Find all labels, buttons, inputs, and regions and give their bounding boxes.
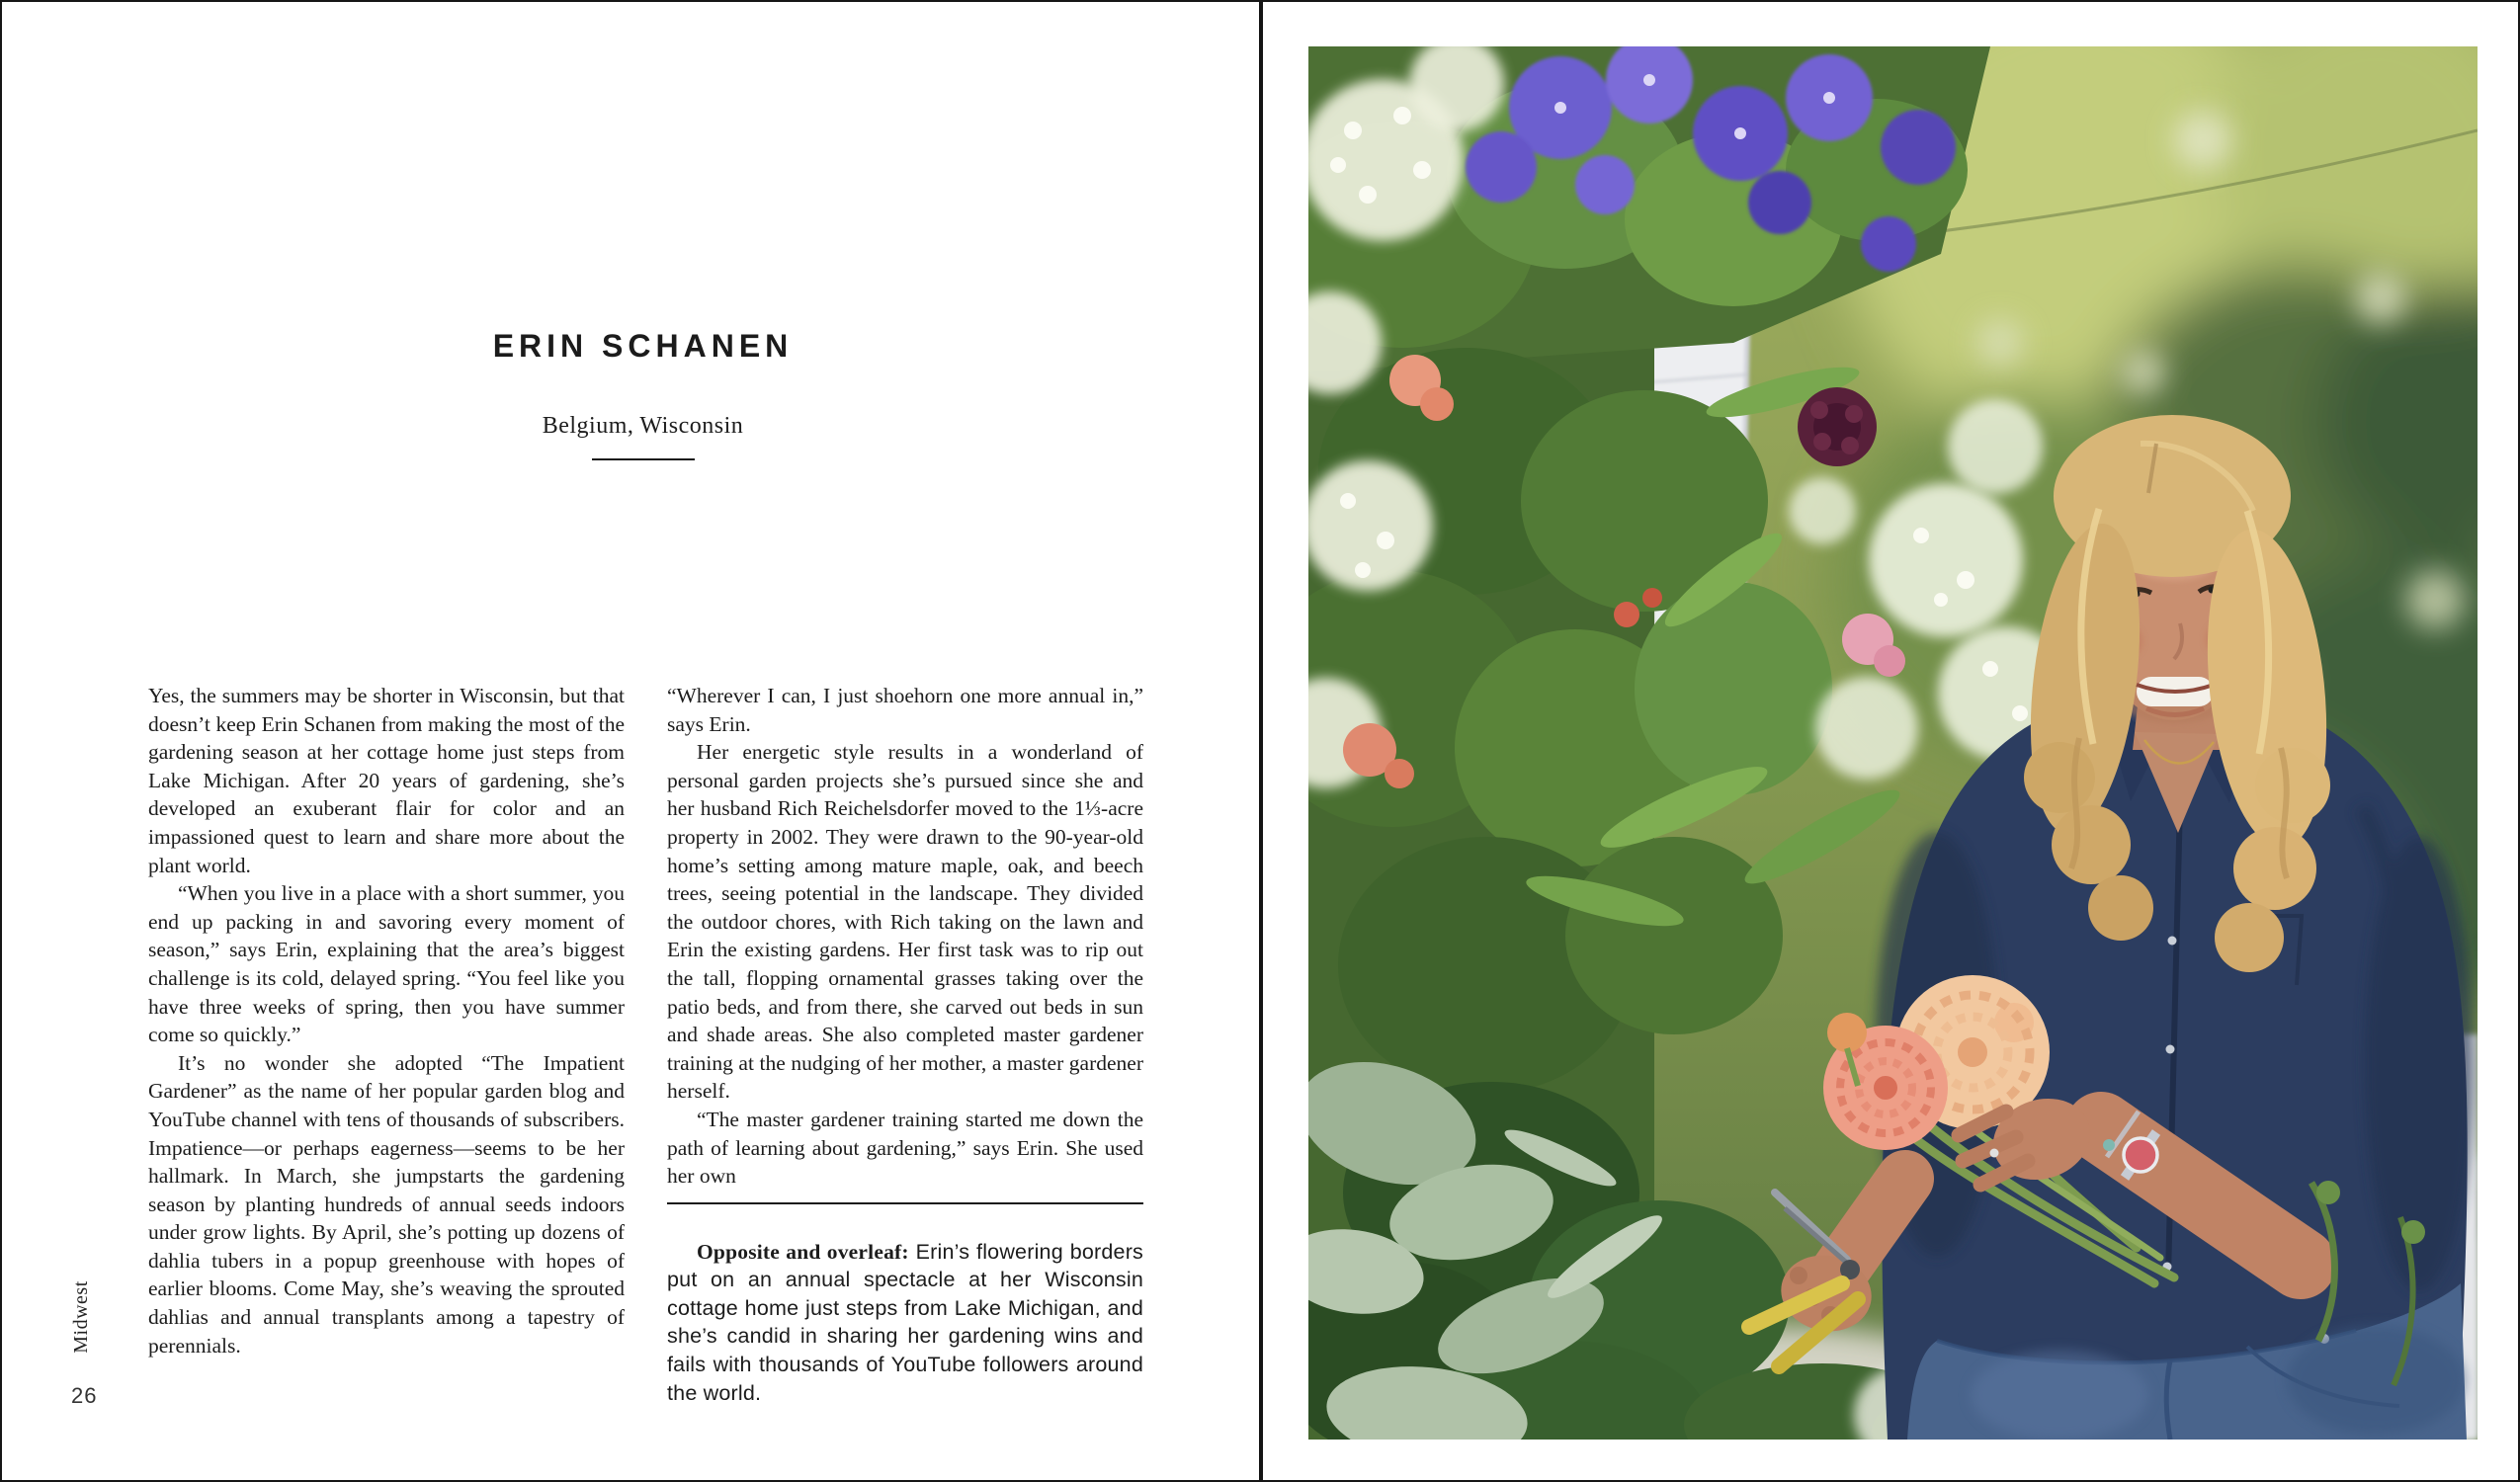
page-gutter-divider: [1259, 2, 1263, 1482]
body-column-2: [667, 682, 1143, 1407]
body-column-1: [148, 682, 625, 1407]
caption-body: Erin’s flowering borders put on an annual spectacle at her Wisconsin cottage home just steps from Lake Michigan, and she’s candid in sharing her gardening wins and fails with thousands of YouTube followers around the world.: [667, 1239, 1144, 1405]
spine-region-label: Midwest: [70, 1280, 92, 1354]
paragraph: “Wherever I can, I just shoehorn one more annual in,” says Erin.: [667, 684, 1143, 736]
folio-page-number: 26: [71, 1383, 98, 1408]
garden-portrait-photo: [1308, 46, 2478, 1440]
caption-rule: [667, 1202, 1143, 1204]
subtitle-rule: [592, 458, 695, 460]
paragraph: Yes, the summers may be shorter in Wisconsin, but that doesn’t keep Erin Schanen from making the most of the gardening season at her cottage home just steps from Lake Michigan. After 20 years of gardening, she’s developed an exuberant flair for color and an impassioned quest to learn and share more about the plant world.: [148, 684, 625, 877]
paragraph: “When you live in a place with a short summer, you end up packing in and savoring every moment of season,” says Erin, explaining that the area’s biggest challenge is its cold, delayed spring. “You feel like you have three weeks of spring, then you have summer come so quickly.”: [148, 881, 625, 1047]
photo-caption: [667, 1238, 1143, 1408]
chapter-header: [145, 328, 1140, 460]
caption-lead: Opposite and overleaf:: [697, 1239, 909, 1264]
garden-portrait-illustration: [1308, 46, 2478, 1440]
paragraph: Her energetic style results in a wonderland of personal garden projects she’s pursued since she and her husband Rich Reichelsdorfer moved to the 1⅓-acre property in 2002. They were drawn to the 90-year-old home’s setting among mature maple, oak, and beech trees, seeing potential in the landscape. They divided the outdoor chores, with Rich taking on the lawn and Erin the existing gardens. Her first task was to rip out the tall, flopping ornamental grasses taking over the patio beds, and from there, she carved out beds in sun and shade areas. She also completed master gardener training at the nudging of her mother, a master gardener herself.: [667, 740, 1143, 1104]
page-title: ERIN SCHANEN: [492, 328, 794, 364]
location-subtitle: Belgium, Wisconsin: [542, 413, 744, 439]
paragraph: “The master gardener training started me down the path of learning about gardening,” says Erin. She used her own: [667, 1107, 1143, 1189]
paragraph: It’s no wonder she adopted “The Impatient Gardener” as the name of her popular garden blog and YouTube channel with tens of thousands of subscribers. Impatience—or perhaps eagerness—seems to be her hallmark. In March, she jumpstarts the gardening season by planting hundreds of annual seeds indoors under grow lights. By April, she’s potting up dozens of dahlia tubers in a popup greenhouse with hopes of earlier blooms. Come May, she’s weaving the sprouted dahlias and annual transplants among a tapestry of perennials.: [148, 1050, 625, 1358]
body-text: [148, 682, 1143, 1407]
